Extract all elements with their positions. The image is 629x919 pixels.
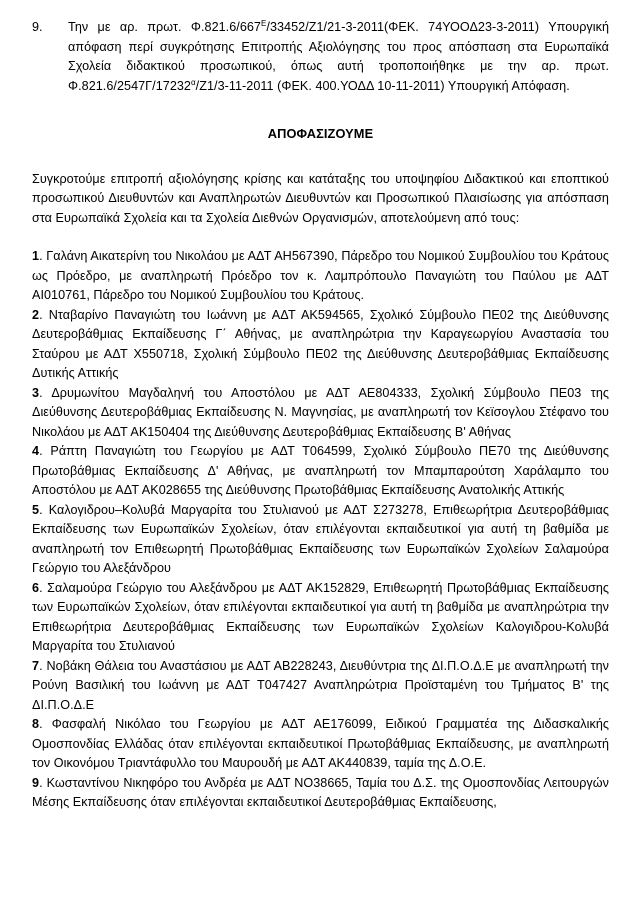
- member-item: [32, 501, 609, 579]
- member-text: . Δρυμωνίτου Μαγδαληνή του Αποστόλου με ΑΔΤ ΑΕ804333, Σχολική Σύμβουλο ΠΕ03 της Διεύθυνσης Δευτεροβάθμιας Εκπαίδευσης Ν. Μαγνησίας, με αναπληρωτή τον Κεϊσογλου Στέφανο του Νικολάου με ΑΔΤ ΑΚ150404 της Διεύθυνσης Δευτεροβάθμιας Εκπαίδευσης Β' Αθήνας: [32, 385, 609, 439]
- member-item: [32, 715, 609, 774]
- member-text: . Ράπτη Παναγιώτη του Γεωργίου με ΑΔΤ Τ064599, Σχολικό Σύμβουλο ΠΕ70 της Διεύθυνσης Πρωτοβάθμιας Εκπαίδευσης Δ' Αθήνας, με αναπληρωτή τον Μπαμπαρούτση Χαράλαμπο του Αποστόλου με ΑΔΤ ΑΚ028655 της Διεύθυνσης Πρωτοβάθμιας Εκπαίδευσης Ανατολικής Αττικής: [32, 444, 609, 497]
- intro-paragraph: Συγκροτούμε επιτροπή αξιολόγησης κρίσης και κατάταξης του υποψηφίου Διδακτικού και εποπτικού προσωπικού Διευθυντών και Αναπληρωτών Διευθυντών και Προσωπικού Πλαισίωσης για απόσπαση στα Ευρωπαϊκά Σχολεία και τα Σχολεία Διεθνών Οργανισμών, αποτελούμενη από τους:: [32, 171, 609, 225]
- member-number: 5: [32, 502, 40, 517]
- member-number: 7: [32, 658, 40, 673]
- member-number: 3: [32, 385, 40, 400]
- member-number: 8: [32, 717, 40, 731]
- member-text: . Φασφαλή Νικόλαο του Γεωργίου με ΑΔΤ ΑΕ176099, Ειδικού Γραμματέα της Διδασκαλικής Ομοσπονδίας Ελλάδας όταν επιλέγονται εκπαιδευτικοί Πρωτοβάθμιας Εκπαίδευσης, με αναπληρωτή τον Οικονόμου Τριαντάφυλλο του Μαυρουδή με ΑΔΤ ΑΚ440839, ταμία της Δ.Ο.Ε.: [32, 717, 609, 770]
- member-item: [32, 657, 609, 716]
- legal-reference-text-part1: Την με αρ. πρωτ. Φ.821.6/667: [68, 20, 261, 34]
- member-number: 2: [32, 307, 40, 322]
- member-number: 6: [32, 580, 40, 595]
- legal-reference-number: 9.: [32, 20, 43, 34]
- member-text: . Γαλάνη Αικατερίνη του Νικολάου με ΑΔΤ ΑΗ567390, Πάρεδρο του Νομικού Συμβουλίου του Κράτους ως Πρόεδρο, με αναπληρωτή Πρόεδρο τον κ. Λαμπρόπουλο Παναγιώτη του Παύλου με ΑΔΤ ΑΙ010761, Πάρεδρο του Νομικού Συμβουλίου του Κράτους.: [32, 249, 609, 302]
- legal-reference-sup2: α: [190, 77, 196, 87]
- legal-reference-text-part3: /Ζ1/3-11-2011 (ΦΕΚ. 400.ΥΟΔΔ 10-11-2011) Υπουργική Απόφαση.: [195, 78, 570, 93]
- member-text: . Νταβαρίνο Παναγιώτη του Ιωάννη με ΑΔΤ ΑΚ594565, Σχολικό Σύμβουλο ΠΕ02 της Διεύθυνσης Δευτεροβάθμιας Εκπαίδευσης Γ΄ Αθήνας, με αναπληρώτρια την Καραγεωργίου Αναστασία του Σταύρου με ΑΔΤ Χ550718, Σχολική Σύμβουλο ΠΕ02 της Διεύθυνσης Δευτεροβάθμιας Εκπαίδευσης Δυτικής Αττικής: [32, 307, 609, 380]
- member-item: [32, 579, 609, 657]
- member-text: . Νοβάκη Θάλεια του Αναστάσιου με ΑΔΤ ΑΒ228243, Διευθύντρια της ΔΙ.Π.Ο.Δ.Ε με αναπληρωτή την Ρούνη Βασιλική του Ιωάννη με ΑΔΤ Τ047427 Αναπληρώτρια Προϊσταμένη του Τμήματος Β' της ΔΙ.Π.Ο.Δ.Ε: [32, 658, 609, 712]
- member-text: . Σαλαμούρα Γεώργιο του Αλεξάνδρου με ΑΔΤ ΑΚ152829, Επιθεωρητή Πρωτοβάθμιας Εκπαίδευσης των Ευρωπαϊκών Σχολείων, όταν επιλέγονται εκπαιδευτικοί για αυτή τη βαθμίδα με αναπληρώτρια την Επιθεωρήτρια Δευτεροβάθμιας Εκπαίδευσης των Ευρωπαϊκών Σχολείων Καλογιδρου-Κολυβά Μαργαρίτα του Στυλιανού: [32, 580, 609, 653]
- member-number: 4: [32, 444, 40, 458]
- member-item: [32, 442, 609, 501]
- member-number: 1: [32, 249, 40, 263]
- member-item: [32, 247, 609, 306]
- member-item: [32, 384, 609, 443]
- committee-members-list: [32, 247, 609, 813]
- member-item: [32, 774, 609, 813]
- legal-reference-text-part2: /33452/Ζ1/21-3-2011(ΦΕΚ. 74ΥΟΟΔ23-3-2011) Υπουργική απόφαση περί συγκρότησης Επιτροπής Αξιολόγησης του προς απόσπαση στα Ευρωπαϊκά Σχολεία διδακτικού προσωπικού, όπως αυτή τροποποιήθηκε με την αρ. πρωτ. Φ.821.6/2547Γ/17232: [68, 20, 609, 93]
- member-number: 9: [32, 775, 40, 790]
- member-item: [32, 306, 609, 384]
- member-text: . Κωσταντίνου Νικηφόρο του Ανδρέα με ΑΔΤ ΝΟ38665, Ταμία του Δ.Σ. της Ομοσπονδίας Λειτουργών Μέσης Εκπαίδευσης όταν επιλέγονται εκπαιδευτικοί Δευτεροβάθμιας Εκπαίδευσης,: [32, 775, 609, 809]
- legal-reference-text: [68, 18, 609, 96]
- legal-reference-sup1: Ε: [261, 18, 267, 28]
- legal-reference-item: [32, 18, 609, 96]
- decision-heading: ΑΠΟΦΑΣΙΖΟΥΜΕ: [267, 126, 374, 141]
- member-text: . Καλογιδρου–Κολυβά Μαργαρίτα του Στυλιανού με ΑΔΤ Σ273278, Επιθεωρήτρια Δευτεροβάθμιας Εκπαίδευσης των Ευρωπαϊκών Σχολείων, όταν επιλέγονται εκπαιδευτικοί για αυτή τη βαθμίδα με αναπληρωτή τον Επιθεωρητή Πρωτοβάθμιας Εκπαίδευσης των Ευρωπαϊκών Σχολείων Σαλαμούρα Γεώργιο του Αλεξάνδρου: [32, 502, 609, 575]
